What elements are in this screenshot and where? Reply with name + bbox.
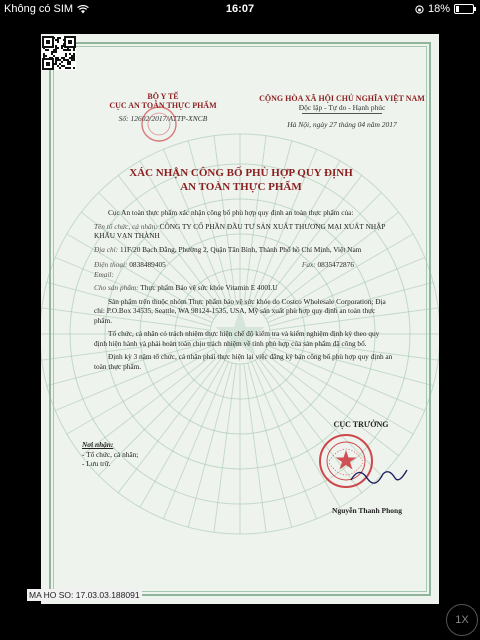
signature-mark <box>349 464 409 486</box>
agency-seal-icon <box>139 104 179 144</box>
org-line <box>94 222 394 241</box>
paragraph-1: Sản phẩm trên thuộc nhóm Thực phẩm bảo vệ sức khỏe do Costco Wholesale Corporation; Địa chỉ: P.O.Box 34535, Seattle, WA 98124-1535, USA, Mỹ sản xuất phù hợp quy định an toàn thực phẩm. <box>94 296 386 325</box>
document-body <box>94 208 394 375</box>
carrier-label: Không có SIM <box>4 3 74 15</box>
intro-text: Cục An toàn thực phẩm xác nhận công bố phù hợp quy định an toàn thực phẩm của: <box>108 208 354 217</box>
recipients-block <box>82 440 138 469</box>
title-line-2: AN TOÀN THỰC PHẨM <box>180 181 302 193</box>
document-title <box>81 166 401 194</box>
battery-icon <box>454 4 474 14</box>
product-value: Thực phẩm Bảo vệ sức khỏe Vitamin E 400I.U <box>140 283 278 292</box>
title-line-1: XÁC NHẬN CÔNG BỐ PHÙ HỢP QUY ĐỊNH <box>129 167 353 179</box>
qr-code <box>42 36 76 70</box>
paragraph-3: Định kỳ 3 năm tổ chức, cá nhân phải thực hiện lại việc đăng ký bản công bố phù hợp quy định an toàn thực phẩm. <box>94 352 393 371</box>
rotation-lock-icon <box>415 5 424 14</box>
org-value: CÔNG TY CỔ PHẦN ĐẦU TƯ SẢN XUẤT THƯƠNG MẠI XUẤT NHẬP KHẨU VẠN THÀNH <box>94 221 386 240</box>
phone-value: 0838489405 <box>129 260 166 269</box>
fax-value: 0835472876 <box>317 260 354 269</box>
phone-label: Điện thoại: <box>94 260 128 269</box>
org-label: Tên tổ chức, cá nhân: <box>94 221 158 231</box>
contact-line <box>94 260 394 270</box>
agency-name: CỤC AN TOÀN THỰC PHẨM <box>109 101 217 110</box>
recipients-title: Nơi nhận: <box>82 440 114 449</box>
address-value: 11F/20 Bạch Đằng, Phường 2, Quận Tân Bình, Thành Phố hồ Chí Minh, Việt Nam <box>119 244 362 254</box>
email-line <box>94 270 394 280</box>
product-label: Cho sản phẩm: <box>94 283 139 292</box>
director-title: CỤC TRƯỞNG <box>333 420 389 429</box>
battery-area <box>415 3 474 15</box>
playback-speed-button[interactable]: 1X <box>446 604 478 636</box>
national-motto: Độc lập - Tự do - Hạnh phúc <box>298 103 386 112</box>
nation-header <box>247 94 437 129</box>
address-line <box>94 245 394 255</box>
email-label: Email: <box>94 269 114 279</box>
motto-underline <box>302 113 382 114</box>
issue-date: Hà Nội, ngày 27 tháng 04 năm 2017 <box>287 120 397 129</box>
record-code: MA HO SO: 17.03.03.188091 <box>29 590 140 600</box>
paragraph-2: Tổ chức, cá nhân có trách nhiệm thực hiện chế độ kiểm tra và kiểm nghiệm định kỳ theo quy định hiện hành và phải hoàn toàn chịu trách nhiệm về tính phù hợp của sản phẩm đã công bố. <box>94 329 380 348</box>
document-number: Số: 12602/2017/ATTP-XNCB <box>118 114 208 123</box>
product-line <box>94 283 394 293</box>
status-bar <box>0 0 480 20</box>
address-label: Địa chỉ: <box>94 244 119 254</box>
clock: 16:07 <box>225 3 255 15</box>
recipient-item: - Lưu trữ. <box>82 459 111 468</box>
ministry-name: BỘ Y TẾ <box>147 92 179 101</box>
battery-percent: 18% <box>427 3 450 15</box>
certificate-document[interactable] <box>41 34 439 604</box>
fax-label: Fax: <box>301 260 316 269</box>
nation-name: CỘNG HÒA XÃ HỘI CHỦ NGHĨA VIỆT NAM <box>259 94 425 103</box>
recipient-item: - Tổ chức, cá nhân; <box>82 449 139 459</box>
signer-name: Nguyễn Thanh Phong <box>332 506 402 515</box>
